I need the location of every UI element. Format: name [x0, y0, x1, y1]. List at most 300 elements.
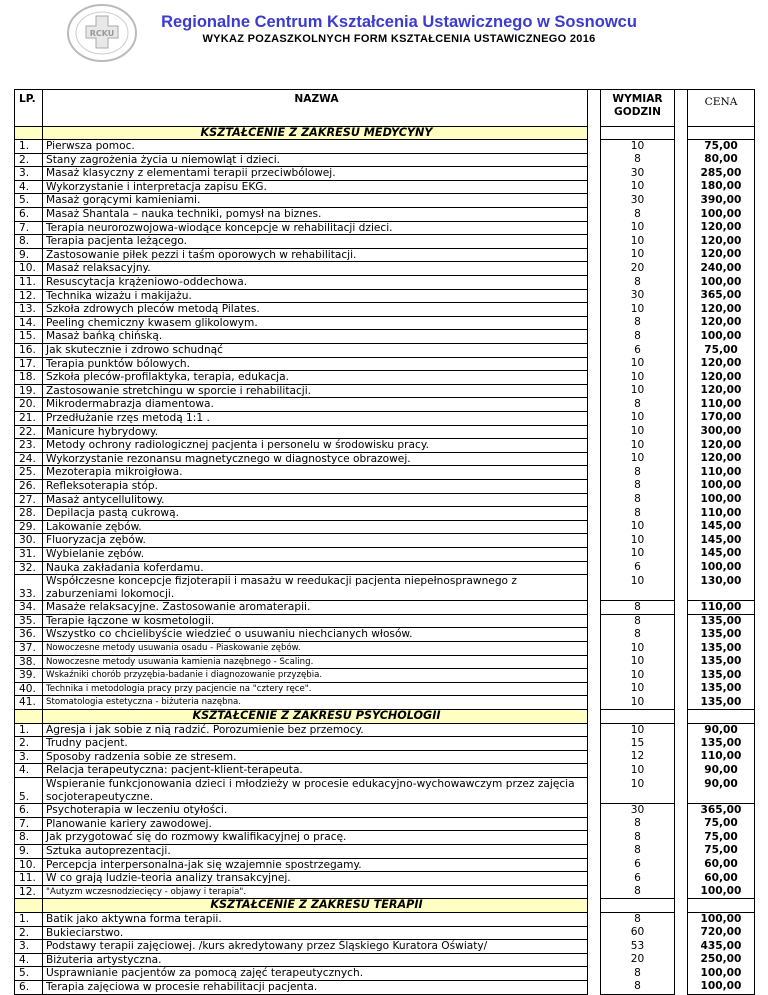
row-lp: 21.	[15, 411, 43, 425]
row-hours: 8	[601, 466, 675, 480]
row-lp: 8.	[15, 831, 43, 845]
table-row	[15, 844, 755, 858]
row-name: Fluoryzacja zębów.	[43, 534, 588, 548]
row-name: Technika wizażu i makijażu.	[43, 289, 588, 303]
section-lp	[15, 126, 43, 140]
row-price: 720,00	[688, 926, 755, 940]
row-price: 130,00	[688, 575, 755, 601]
row-lp: 24.	[15, 452, 43, 466]
row-name: Podstawy terapii zajęciowej. /kurs akredytowany przez Śląskiego Kuratora Oświaty/	[43, 940, 588, 954]
row-hours: 8	[601, 980, 675, 994]
section-title: KSZTAŁCENIE Z ZAKRESU PSYCHOLOGII	[43, 710, 588, 724]
row-hours: 12	[601, 750, 675, 764]
row-hours: 10	[601, 425, 675, 439]
row-name: Nauka zakładania koferdamu.	[43, 561, 588, 575]
row-hours: 10	[601, 384, 675, 398]
section-hours	[601, 710, 675, 724]
table-row	[15, 940, 755, 954]
row-name: Wszystko co chcielibyście wiedzieć o usuwaniu niechcianych włosów.	[43, 628, 588, 642]
table-row	[15, 642, 755, 656]
price-header: CENA	[688, 90, 755, 127]
row-hours: 8	[601, 330, 675, 344]
table-row	[15, 750, 755, 764]
row-lp: 4.	[15, 764, 43, 778]
row-price: 135,00	[688, 642, 755, 656]
table-row	[15, 221, 755, 235]
row-hours: 6	[601, 872, 675, 886]
row-name: Depilacja pastą cukrową.	[43, 507, 588, 521]
row-price: 435,00	[688, 940, 755, 954]
section-lp	[15, 899, 43, 913]
row-name: Przedłużanie rzęs metodą 1:1 .	[43, 411, 588, 425]
row-hours: 10	[601, 357, 675, 371]
course-table	[14, 89, 755, 995]
row-name: Wybielanie zębów.	[43, 547, 588, 561]
row-name: Planowanie kariery zawodowej.	[43, 817, 588, 831]
table-row	[15, 235, 755, 249]
row-lp: 16.	[15, 344, 43, 358]
row-name: Stomatologia estetyczna - biżuteria nazębna.	[43, 696, 588, 710]
row-name: Batik jako aktywna forma terapii.	[43, 912, 588, 926]
row-lp: 38.	[15, 655, 43, 669]
row-lp: 20.	[15, 398, 43, 412]
row-hours: 8	[601, 967, 675, 981]
section-title: KSZTAŁCENIE Z ZAKRESU TERAPII	[43, 899, 588, 913]
logo-text: RCKU	[89, 29, 115, 38]
row-hours: 30	[601, 804, 675, 818]
row-hours: 8	[601, 628, 675, 642]
row-lp: 37.	[15, 642, 43, 656]
row-lp: 13.	[15, 303, 43, 317]
row-name: Peeling chemiczny kwasem glikolowym.	[43, 316, 588, 330]
row-lp: 12.	[15, 885, 43, 899]
row-hours: 60	[601, 926, 675, 940]
row-hours: 30	[601, 194, 675, 208]
row-lp: 2.	[15, 153, 43, 167]
row-price: 100,00	[688, 479, 755, 493]
table-row	[15, 276, 755, 290]
row-price: 110,00	[688, 601, 755, 615]
row-lp: 22.	[15, 425, 43, 439]
row-lp: 31.	[15, 547, 43, 561]
table-row	[15, 669, 755, 683]
row-lp: 3.	[15, 750, 43, 764]
row-price: 75,00	[688, 831, 755, 845]
row-lp: 7.	[15, 221, 43, 235]
row-price: 90,00	[688, 723, 755, 737]
row-price: 120,00	[688, 452, 755, 466]
row-price: 100,00	[688, 912, 755, 926]
row-lp: 17.	[15, 357, 43, 371]
row-hours: 8	[601, 316, 675, 330]
row-lp: 41.	[15, 696, 43, 710]
row-price: 250,00	[688, 953, 755, 967]
table-row	[15, 289, 755, 303]
row-lp: 6.	[15, 804, 43, 818]
row-lp: 36.	[15, 628, 43, 642]
row-name: Usprawnianie pacjentów za pomocą zajęć terapeutycznych.	[43, 967, 588, 981]
table-row	[15, 479, 755, 493]
table-row	[15, 303, 755, 317]
table-row	[15, 357, 755, 371]
row-name: Stany zagrożenia życia u niemowląt i dzieci.	[43, 153, 588, 167]
row-hours: 10	[601, 371, 675, 385]
table-row	[15, 507, 755, 521]
row-hours: 8	[601, 398, 675, 412]
row-lp: 25.	[15, 466, 43, 480]
row-hours: 8	[601, 601, 675, 615]
row-name: Terapia punktów bólowych.	[43, 357, 588, 371]
row-name: Sztuka autoprezentacji.	[43, 844, 588, 858]
row-hours: 10	[601, 764, 675, 778]
row-lp: 5.	[15, 967, 43, 981]
row-price: 120,00	[688, 384, 755, 398]
row-hours: 10	[601, 669, 675, 683]
table-row	[15, 439, 755, 453]
row-price: 300,00	[688, 425, 755, 439]
row-name: Bukieciarstwo.	[43, 926, 588, 940]
row-hours: 6	[601, 561, 675, 575]
table-row	[15, 248, 755, 262]
row-price: 365,00	[688, 289, 755, 303]
row-name: "Autyzm wczesnodziecięcy - objawy i terapia".	[43, 885, 588, 899]
table-row	[15, 682, 755, 696]
page-title: Regionalne Centrum Kształcenia Ustawicznego w Sosnowcu	[161, 13, 637, 31]
row-price: 80,00	[688, 153, 755, 167]
table-row	[15, 696, 755, 710]
section-price	[688, 899, 755, 913]
row-name: Nowoczesne metody usuwania osadu - Piaskowanie zębów.	[43, 642, 588, 656]
row-hours: 53	[601, 940, 675, 954]
row-name: Wspieranie funkcjonowania dzieci i młodzieży w procesie edukacyjno-wychowawczym przez zajęcia socjoterapeutyczne.	[43, 778, 588, 804]
table-row	[15, 655, 755, 669]
row-name: Jak skutecznie i zdrowo schudnąć	[43, 344, 588, 358]
row-price: 120,00	[688, 439, 755, 453]
row-price: 145,00	[688, 547, 755, 561]
row-lp: 1.	[15, 140, 43, 154]
row-name: Metody ochrony radiologicznej pacjenta i personelu w środowisku pracy.	[43, 439, 588, 453]
row-price: 135,00	[688, 696, 755, 710]
row-price: 120,00	[688, 316, 755, 330]
row-name: Terapia pacjenta leżącego.	[43, 235, 588, 249]
row-lp: 6.	[15, 208, 43, 222]
row-lp: 33.	[15, 575, 43, 601]
row-name: Resuscytacja krążeniowo-oddechowa.	[43, 276, 588, 290]
row-lp: 8.	[15, 235, 43, 249]
row-price: 120,00	[688, 235, 755, 249]
row-price: 100,00	[688, 330, 755, 344]
table-row	[15, 912, 755, 926]
row-price: 390,00	[688, 194, 755, 208]
row-hours: 10	[601, 221, 675, 235]
row-hours: 8	[601, 153, 675, 167]
row-hours: 6	[601, 344, 675, 358]
row-lp: 40.	[15, 682, 43, 696]
row-hours: 8	[601, 885, 675, 899]
row-lp: 9.	[15, 844, 43, 858]
row-lp: 5.	[15, 194, 43, 208]
page-subtitle: WYKAZ POZASZKOLNYCH FORM KSZTAŁCENIA USTAWICZNEGO 2016	[202, 33, 596, 45]
hours-header: WYMIAR GODZIN	[601, 90, 675, 127]
table-row	[15, 885, 755, 899]
row-name: W co grają ludzie-teoria analizy transakcyjnej.	[43, 872, 588, 886]
row-name: Psychoterapia w leczeniu otyłości.	[43, 804, 588, 818]
row-price: 135,00	[688, 655, 755, 669]
table-row	[15, 425, 755, 439]
table-row	[15, 614, 755, 628]
section-price	[688, 710, 755, 724]
row-price: 75,00	[688, 817, 755, 831]
row-lp: 39.	[15, 669, 43, 683]
row-name: Masaż Shantala – nauka techniki, pomysł na biznes.	[43, 208, 588, 222]
table-row	[15, 384, 755, 398]
row-hours: 8	[601, 614, 675, 628]
name-header: NAZWA	[43, 90, 588, 127]
section-lp	[15, 710, 43, 724]
row-hours: 8	[601, 912, 675, 926]
table-row	[15, 153, 755, 167]
row-price: 135,00	[688, 614, 755, 628]
row-hours: 10	[601, 303, 675, 317]
table-row	[15, 980, 755, 994]
row-hours: 10	[601, 696, 675, 710]
row-hours: 8	[601, 507, 675, 521]
row-hours: 8	[601, 493, 675, 507]
section-header-row	[15, 710, 755, 724]
row-hours: 10	[601, 439, 675, 453]
row-price: 60,00	[688, 872, 755, 886]
row-price: 100,00	[688, 208, 755, 222]
table-row	[15, 466, 755, 480]
table-row	[15, 208, 755, 222]
row-lp: 15.	[15, 330, 43, 344]
row-name: Agresja i jak sobie z nią radzić. Porozumienie bez przemocy.	[43, 723, 588, 737]
row-name: Trudny pacjent.	[43, 737, 588, 751]
row-lp: 3.	[15, 167, 43, 181]
row-price: 120,00	[688, 221, 755, 235]
row-price: 120,00	[688, 303, 755, 317]
row-hours: 8	[601, 479, 675, 493]
section-header-row	[15, 899, 755, 913]
row-hours: 10	[601, 642, 675, 656]
row-price: 180,00	[688, 180, 755, 194]
row-hours: 10	[601, 723, 675, 737]
row-hours: 10	[601, 534, 675, 548]
table-row	[15, 737, 755, 751]
row-hours: 15	[601, 737, 675, 751]
table-row	[15, 764, 755, 778]
row-name: Terapie łączone w kosmetologii.	[43, 614, 588, 628]
table-row	[15, 926, 755, 940]
row-price: 100,00	[688, 980, 755, 994]
table-row	[15, 547, 755, 561]
row-lp: 32.	[15, 561, 43, 575]
row-lp: 6.	[15, 980, 43, 994]
row-price: 75,00	[688, 344, 755, 358]
table-row	[15, 493, 755, 507]
table-row	[15, 520, 755, 534]
row-lp: 30.	[15, 534, 43, 548]
row-lp: 14.	[15, 316, 43, 330]
row-price: 120,00	[688, 371, 755, 385]
row-name: Technika i metodologia pracy przy pacjencie na "cztery ręce".	[43, 682, 588, 696]
row-name: Masaż gorącymi kamieniami.	[43, 194, 588, 208]
row-name: Wykorzystanie rezonansu magnetycznego w diagnostyce obrazowej.	[43, 452, 588, 466]
row-lp: 1.	[15, 723, 43, 737]
row-hours: 10	[601, 235, 675, 249]
row-hours: 30	[601, 289, 675, 303]
row-hours: 8	[601, 817, 675, 831]
row-name: Współczesne koncepcje fizjoterapii i masażu w reedukacji pacjenta niepełnosprawnego z zaburzeniami lokomocji.	[43, 575, 588, 601]
row-name: Wykorzystanie i interpretacja zapisu EKG.	[43, 180, 588, 194]
table-header-row	[15, 90, 755, 127]
row-lp: 2.	[15, 926, 43, 940]
row-price: 110,00	[688, 507, 755, 521]
row-lp: 4.	[15, 180, 43, 194]
row-price: 110,00	[688, 398, 755, 412]
row-name: Mezoterapia mikroigłowa.	[43, 466, 588, 480]
table-row	[15, 967, 755, 981]
row-hours: 10	[601, 575, 675, 601]
row-name: Jak przygotować się do rozmowy kwalifikacyjnej o pracę.	[43, 831, 588, 845]
row-price: 120,00	[688, 357, 755, 371]
row-lp: 10.	[15, 858, 43, 872]
row-lp: 19.	[15, 384, 43, 398]
row-hours: 10	[601, 547, 675, 561]
table-row	[15, 180, 755, 194]
row-price: 100,00	[688, 967, 755, 981]
row-price: 60,00	[688, 858, 755, 872]
row-name: Zastosowanie stretchingu w sporcie i rehabilitacji.	[43, 384, 588, 398]
section-title: KSZTAŁCENIE Z ZAKRESU MEDYCYNY	[43, 126, 588, 140]
row-hours: 8	[601, 276, 675, 290]
row-name: Percepcja interpersonalna-jak się wzajemnie spostrzegamy.	[43, 858, 588, 872]
row-name: Sposoby radzenia sobie ze stresem.	[43, 750, 588, 764]
row-hours: 8	[601, 831, 675, 845]
row-lp: 23.	[15, 439, 43, 453]
row-lp: 18.	[15, 371, 43, 385]
row-price: 100,00	[688, 885, 755, 899]
row-lp: 1.	[15, 912, 43, 926]
table-row	[15, 534, 755, 548]
table-row	[15, 628, 755, 642]
row-hours: 8	[601, 844, 675, 858]
table-row	[15, 575, 755, 601]
row-hours: 20	[601, 262, 675, 276]
row-hours: 10	[601, 140, 675, 154]
row-lp: 34.	[15, 601, 43, 615]
row-lp: 26.	[15, 479, 43, 493]
row-name: Relacja terapeutyczna: pacjent-klient-terapeuta.	[43, 764, 588, 778]
row-name: Wskaźniki chorób przyzębia-badanie i diagnozowanie przyzębia.	[43, 669, 588, 683]
row-price: 100,00	[688, 561, 755, 575]
table-row	[15, 371, 755, 385]
row-price: 285,00	[688, 167, 755, 181]
row-hours: 10	[601, 520, 675, 534]
row-price: 135,00	[688, 669, 755, 683]
row-price: 90,00	[688, 764, 755, 778]
table-row	[15, 953, 755, 967]
table-row	[15, 398, 755, 412]
row-lp: 28.	[15, 507, 43, 521]
table-row	[15, 262, 755, 276]
section-header-row	[15, 126, 755, 140]
row-name: Lakowanie zębów.	[43, 520, 588, 534]
row-hours: 10	[601, 180, 675, 194]
table-row	[15, 452, 755, 466]
row-price: 90,00	[688, 778, 755, 804]
section-price	[688, 126, 755, 140]
table-row	[15, 561, 755, 575]
row-price: 170,00	[688, 411, 755, 425]
table-row	[15, 723, 755, 737]
table-row	[15, 194, 755, 208]
row-hours: 8	[601, 208, 675, 222]
row-name: Masaż relaksacyjny.	[43, 262, 588, 276]
row-price: 135,00	[688, 628, 755, 642]
row-hours: 6	[601, 858, 675, 872]
table-row	[15, 778, 755, 804]
table-row	[15, 140, 755, 154]
row-price: 100,00	[688, 493, 755, 507]
row-price: 100,00	[688, 276, 755, 290]
row-name: Szkoła zdrowych pleców metodą Pilates.	[43, 303, 588, 317]
row-price: 110,00	[688, 750, 755, 764]
row-price: 365,00	[688, 804, 755, 818]
row-price: 120,00	[688, 248, 755, 262]
row-hours: 10	[601, 778, 675, 804]
row-price: 110,00	[688, 466, 755, 480]
row-name: Refleksoterapia stóp.	[43, 479, 588, 493]
row-name: Masaż antycellulitowy.	[43, 493, 588, 507]
row-lp: 4.	[15, 953, 43, 967]
row-lp: 9.	[15, 248, 43, 262]
row-hours: 30	[601, 167, 675, 181]
table-row	[15, 601, 755, 615]
row-hours: 10	[601, 411, 675, 425]
row-name: Masaże relaksacyjne. Zastosowanie aromaterapii.	[43, 601, 588, 615]
row-price: 145,00	[688, 520, 755, 534]
row-price: 75,00	[688, 844, 755, 858]
row-price: 240,00	[688, 262, 755, 276]
table-row	[15, 344, 755, 358]
row-hours: 10	[601, 452, 675, 466]
row-name: Masaż bańką chińską.	[43, 330, 588, 344]
row-price: 145,00	[688, 534, 755, 548]
row-price: 135,00	[688, 737, 755, 751]
row-price: 135,00	[688, 682, 755, 696]
row-name: Zastosowanie piłek pezzi i taśm oporowych w rehabilitacji.	[43, 248, 588, 262]
row-lp: 5.	[15, 778, 43, 804]
row-lp: 7.	[15, 817, 43, 831]
row-name: Biżuteria artystyczna.	[43, 953, 588, 967]
table-row	[15, 411, 755, 425]
row-name: Terapia neurorozwojowa-wiodące koncepcje w rehabilitacji dzieci.	[43, 221, 588, 235]
row-lp: 2.	[15, 737, 43, 751]
row-lp: 12.	[15, 289, 43, 303]
row-lp: 11.	[15, 276, 43, 290]
table-row	[15, 330, 755, 344]
row-name: Szkoła pleców-profilaktyka, terapia, edukacja.	[43, 371, 588, 385]
table-row	[15, 167, 755, 181]
row-name: Terapia zajęciowa w procesie rehabilitacji pacjenta.	[43, 980, 588, 994]
table-row	[15, 817, 755, 831]
row-name: Mikrodermabrazja diamentowa.	[43, 398, 588, 412]
table-row	[15, 831, 755, 845]
row-lp: 35.	[15, 614, 43, 628]
row-lp: 11.	[15, 872, 43, 886]
row-lp: 10.	[15, 262, 43, 276]
